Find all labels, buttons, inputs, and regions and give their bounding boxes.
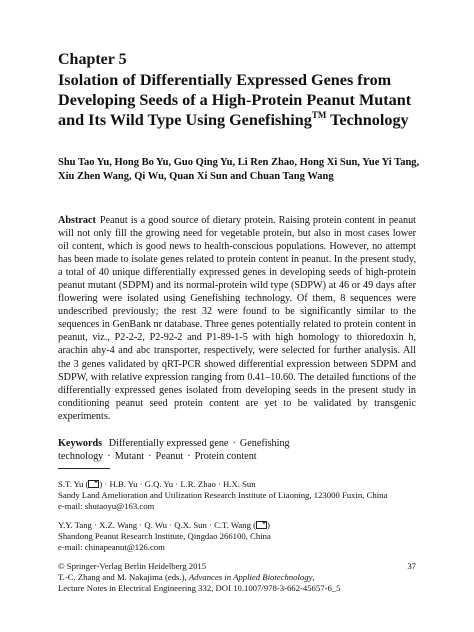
page-number: 37 [407,561,416,571]
keyword-separator: · [148,451,152,462]
affiliation-block-2 [58,520,418,552]
envelope-icon [88,480,99,488]
citation-line [58,572,416,583]
chapter-label: Chapter 5 [58,51,127,68]
affiliation-names [58,520,418,531]
affiliation-block-1 [58,479,418,511]
page-footer [58,561,416,593]
keyword: Mutant [114,451,145,462]
affiliation-names-end: ) [267,520,270,530]
affiliation-email[interactable]: e-mail: chinapeanut@126.com [58,541,165,552]
keyword-separator: · [232,438,236,449]
envelope-icon [256,521,267,529]
abstract [58,214,416,423]
footnote-divider [58,468,110,469]
title-suffix: Technology [326,111,409,129]
abstract-label: Abstract [58,215,96,226]
author-list: Shu Tao Yu, Hong Bo Yu, Guo Qing Yu, Li Ren Zhao, Hong Xi Sun, Yue Yi Tang, Xiu Zhen Wang, Qi Wu, Quan Xi Sun and Chuan Tang Wang [58,157,420,182]
trademark-mark: TM [311,110,327,120]
book-title: Advances in Applied Biotechnology [188,571,313,582]
book-title-end: , [312,571,315,582]
affiliation-names-start: Y.Y. Tang · X.Z. Wang · Q. Wu · Q.X. Sun · C.T. Wang ( [58,520,257,530]
keyword: Peanut [155,451,184,462]
copyright-notice: © Springer-Verlag Berlin Heidelberg 2015 [58,561,207,571]
affiliation-names [58,479,418,490]
affiliation-institute: Sandy Land Amelioration and Utilization Research Institute of Liaoning, 123000 Fuxin, China [58,489,388,500]
keyword: Genefishing technology [58,438,290,462]
keyword-separator: · [107,451,111,462]
keywords-label: Keywords [58,438,103,449]
affiliation-institute: Shandong Peanut Research Institute, Qingdao 266100, China [58,530,271,541]
title-text: Isolation of Differentially Expressed Genes from Developing Seeds of a High-Protein Peanut Mutant and Its Wild Type Using Genefishing [58,71,412,129]
affiliation-email[interactable]: e-mail: shutaoyu@163.com [58,500,155,511]
keyword: Differentially expressed gene [108,438,229,449]
abstract-text: Peanut is a good source of dietary protein. Raising protein content in peanut will not only fill the growing need for vegetable protein, but also in most cases lower oil content, which is good news to health-conscious populations. However, no attempt has been made to isolate genes related to protein content in peanut. In the present study, a total of 40 unique differentially expressed genes in developing seeds of high-protein peanut mutant (SDPM) and its normal-protein wild type (SDPW) at 46 or 49 days after flowering were isolated using Genefishing technology. Of them, 8 sequences were undescribed previously; the rest 32 were found to be significantly similar to the sequences in GenBank nr database. Three genes potentially related to protein content in peanut, viz., P2-2-2, P2-92-2 and P1-89-1-5 with high homology to thioredoxin h, arachin ahy-4 and abc transporter, respectively, were selected for further analysis. All the 3 genes validated by qRT-PCR showed differential expression between SDPM and SDPW, with relative expression ranging from 0.41–10.60. The detailed functions of the differentially expressed genes isolated from developing seeds in the present study in conditioning peanut seed protein content are yet to be validated by transgenic experiments. [58,215,416,422]
chapter-title [58,70,428,130]
keywords [58,437,416,463]
series-doi: Lecture Notes in Electrical Engineering 332, DOI 10.1007/978-3-662-45657-6_5 [58,582,341,593]
affiliation-names-end: ) · H.B. Yu · G.Q. Yu · L.R. Zhao · H.X. Sun [99,479,256,489]
footer-copyright-row [58,561,416,572]
affiliation-names-start: S.T. Yu ( [58,479,89,489]
keyword-separator: · [187,451,191,462]
editors: T.-C. Zhang and M. Nakajima (eds.), [58,571,189,582]
keyword: Protein content [194,451,257,462]
